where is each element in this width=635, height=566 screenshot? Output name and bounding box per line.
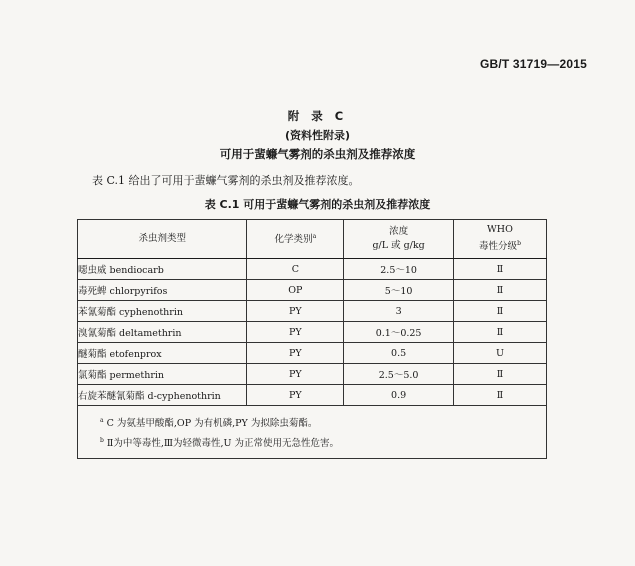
cell-class: PY bbox=[247, 364, 344, 385]
cell-who: Ⅱ bbox=[453, 364, 546, 385]
cell-concentration: 0.9 bbox=[344, 385, 454, 406]
intro-paragraph: 表 C.1 给出了可用于蜚蠊气雾剂的杀虫剂及推荐浓度。 bbox=[92, 174, 360, 187]
cell-concentration: 0.5 bbox=[344, 343, 454, 364]
table-row bbox=[78, 364, 547, 385]
cell-name: 苯氰菊酯 cyphenothrin bbox=[78, 301, 247, 322]
cell-who: Ⅱ bbox=[453, 385, 546, 406]
table-row bbox=[78, 322, 547, 343]
cell-who: Ⅱ bbox=[453, 259, 546, 280]
cell-concentration: 2.5～10 bbox=[344, 259, 454, 280]
footnote-mark: a bbox=[312, 233, 317, 241]
cell-concentration: 0.1～0.25 bbox=[344, 322, 454, 343]
cell-class: PY bbox=[247, 385, 344, 406]
appendix-type: (资料性附录) bbox=[284, 129, 351, 142]
table-row bbox=[78, 259, 547, 280]
appendix-title: 可用于蜚蠊气雾剂的杀虫剂及推荐浓度 bbox=[219, 147, 416, 161]
cell-who: Ⅱ bbox=[453, 301, 546, 322]
cell-who: U bbox=[453, 343, 546, 364]
header-concentration: 浓度 g/L 或 g/kg bbox=[344, 220, 454, 259]
cell-class: PY bbox=[247, 322, 344, 343]
cell-class: C bbox=[247, 259, 344, 280]
cell-name: 噁虫威 bendiocarb bbox=[78, 259, 247, 280]
table-notes-row bbox=[78, 406, 547, 459]
footnote-mark: a bbox=[100, 417, 104, 424]
cell-concentration: 2.5～5.0 bbox=[344, 364, 454, 385]
header-class: 化学类别$^a$ bbox=[247, 220, 344, 259]
cell-name: 醚菊酯 etofenprox bbox=[78, 343, 247, 364]
cell-class: PY bbox=[247, 301, 344, 322]
header-name: 杀虫剂类型 bbox=[78, 220, 247, 259]
cell-class: OP bbox=[247, 280, 344, 301]
cell-name: 右旋苯醚氰菊酯 d-cyphenothrin bbox=[78, 385, 247, 406]
note-b: $^b$ Ⅱ为中等毒性,Ⅲ为轻微毒性,U 为正常使用无急性危害。 bbox=[100, 437, 340, 450]
table-row bbox=[78, 343, 547, 364]
table-notes bbox=[78, 406, 547, 459]
table-row bbox=[78, 280, 547, 301]
table-header-row bbox=[78, 220, 547, 259]
footnote-mark: b bbox=[517, 240, 521, 248]
cell-concentration: 3 bbox=[344, 301, 454, 322]
cell-name: 毒死蜱 chlorpyrifos bbox=[78, 280, 247, 301]
cell-concentration: 5～10 bbox=[344, 280, 454, 301]
cell-name: 溴氰菊酯 deltamethrin bbox=[78, 322, 247, 343]
cell-class: PY bbox=[247, 343, 344, 364]
table-row bbox=[78, 301, 547, 322]
cell-who: Ⅱ bbox=[453, 322, 546, 343]
note-a: $^a$ C 为氨基甲酸酯,OP 为有机磷,PY 为拟除虫菊酯。 bbox=[100, 417, 318, 430]
table-caption: 表 C.1 可用于蜚蠊气雾剂的杀虫剂及推荐浓度 bbox=[204, 198, 431, 211]
cell-who: Ⅱ bbox=[453, 280, 546, 301]
table-row bbox=[78, 385, 547, 406]
insecticide-table bbox=[77, 219, 547, 459]
header-who: WHO 毒性分级$^b$ bbox=[453, 220, 546, 259]
footnote-mark: b bbox=[100, 437, 104, 445]
standard-code: GB/T 31719—2015 bbox=[479, 57, 587, 71]
cell-name: 氯菊酯 permethrin bbox=[78, 364, 247, 385]
appendix-label: 附 录 C bbox=[287, 109, 348, 123]
